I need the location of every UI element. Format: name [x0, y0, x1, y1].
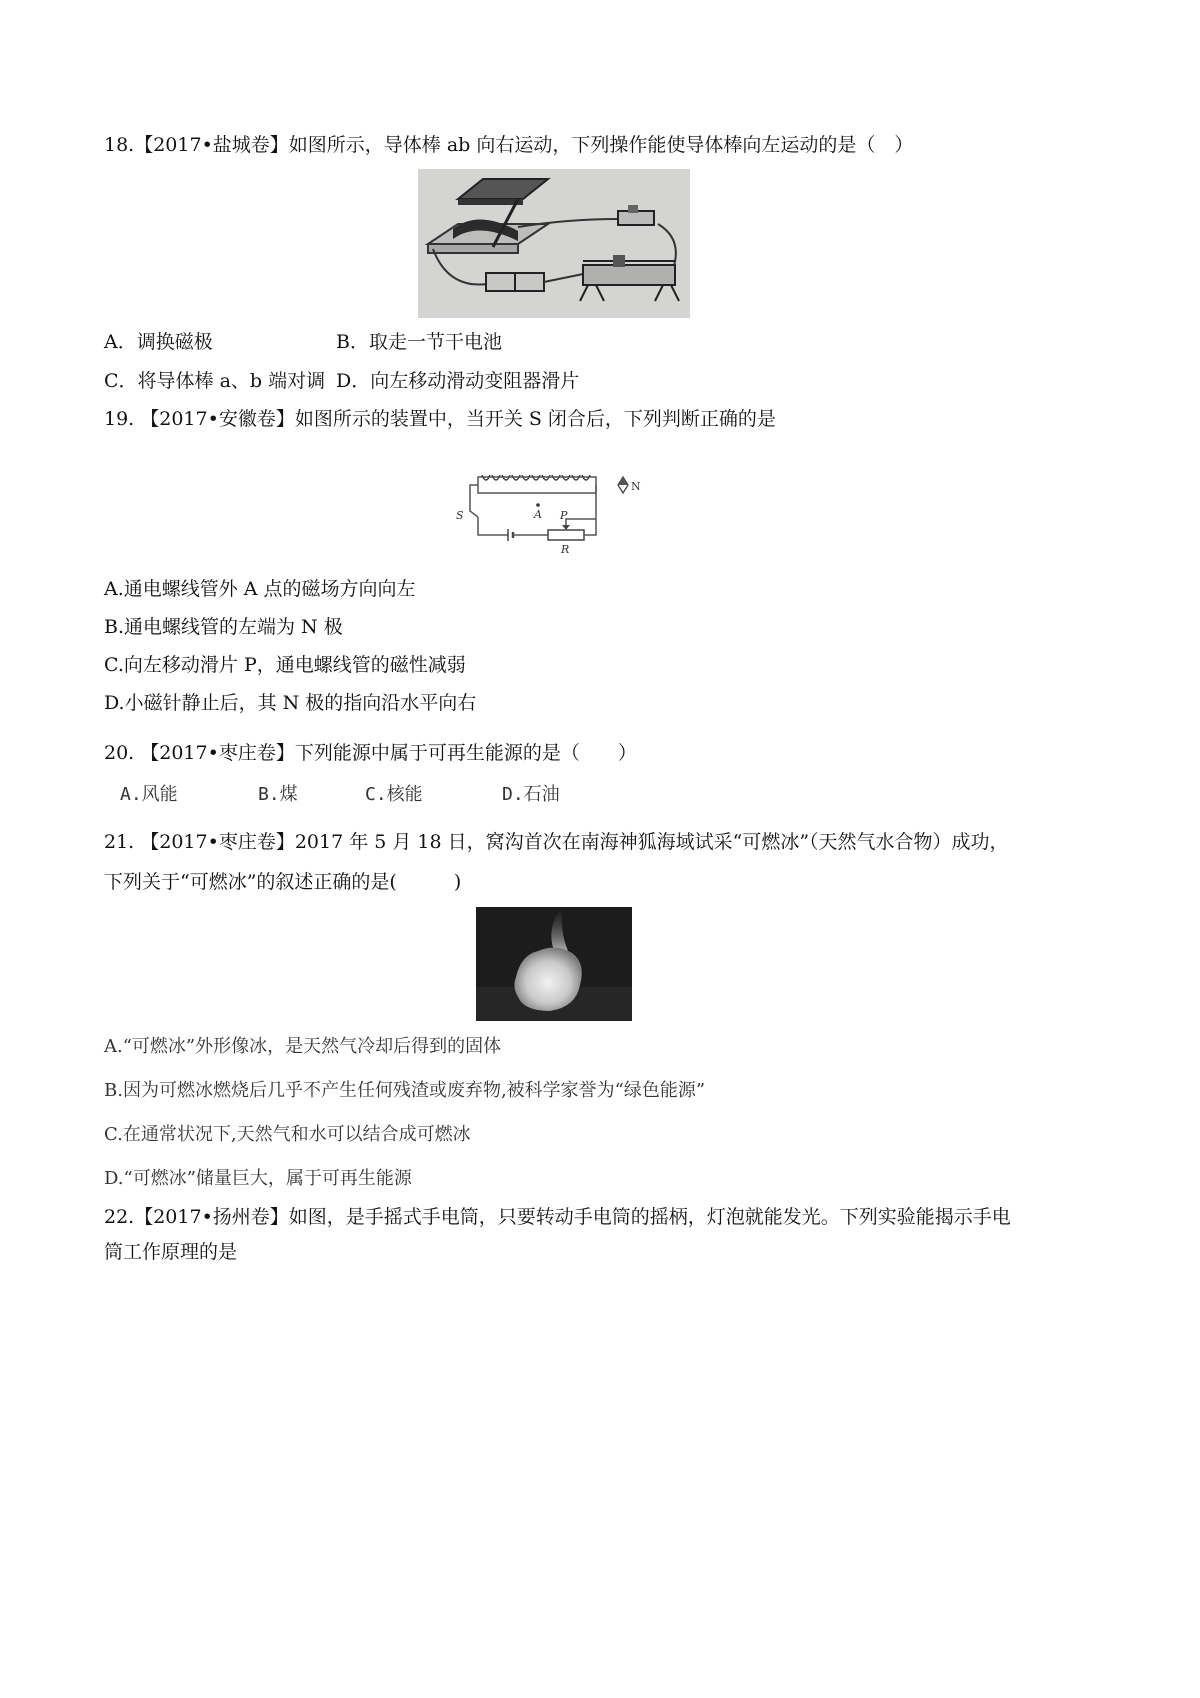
q21-stem-line1: 21. 【2017•枣庄卷】2017 年 5 月 18 日，窝沟首次在南海神狐海域试采“可燃冰”（天然气水合物）成功，	[104, 831, 1009, 853]
q18-option-b: B．取走一节干电池	[336, 331, 502, 353]
q20-option-c: C.核能	[365, 784, 423, 805]
q19-label-a: A	[534, 508, 542, 521]
q19-stem: 19. 【2017•安徽卷】如图所示的装置中，当开关 S 闭合后，下列判断正确的是	[104, 408, 776, 430]
q22-stem-line1: 22.【2017•扬州卷】如图，是手摇式手电筒，只要转动手电筒的摇柄，灯泡就能发光。下列实验能揭示手电	[104, 1206, 1011, 1228]
q18-figure-circuit	[418, 169, 690, 318]
q21-option-a: A.“可燃冰”外形像冰，是天然气冷却后得到的固体	[104, 1036, 502, 1057]
q19-option-c: C.向左移动滑片 P，通电螺线管的磁性减弱	[104, 654, 466, 676]
q21-option-b: B.因为可燃冰燃烧后几乎不产生任何残渣或废弃物,被科学家誉为“绿色能源”	[104, 1080, 706, 1101]
q21-photo-drawing	[476, 907, 632, 1021]
q18-stem: 18.【2017•盐城卷】如图所示，导体棒 ab 向右运动，下列操作能使导体棒向左运动的是（ ）	[104, 134, 914, 156]
q19-label-s: S	[456, 509, 464, 522]
q19-label-r: R	[561, 543, 570, 556]
q22-stem-line2: 筒工作原理的是	[104, 1241, 238, 1263]
q19-option-d: D.小磁针静止后，其 N 极的指向沿水平向右	[104, 692, 477, 714]
q21-figure-burning-ice-photo	[476, 907, 632, 1021]
q18-option-a: A．调换磁极	[104, 331, 213, 353]
q20-option-b: B.煤	[258, 784, 298, 805]
q19-label-n: N	[631, 480, 641, 493]
q19-solenoid-drawing	[448, 463, 653, 558]
q18-option-c: C．将导体棒 a、b 端对调	[104, 370, 326, 392]
q20-option-d: D.石油	[502, 784, 560, 805]
q18-circuit-drawing	[418, 169, 690, 318]
q20-stem: 20. 【2017•枣庄卷】下列能源中属于可再生能源的是（ ）	[104, 742, 637, 764]
q19-option-a: A.通电螺线管外 A 点的磁场方向向左	[104, 578, 416, 600]
q19-figure-solenoid	[448, 463, 653, 558]
q21-option-d: D.“可燃冰”储量巨大，属于可再生能源	[104, 1168, 412, 1189]
q19-option-b: B.通电螺线管的左端为 N 极	[104, 616, 343, 638]
q19-label-p: P	[560, 509, 568, 522]
q20-option-a: A.风能	[120, 784, 178, 805]
q21-stem-line2: 下列关于“可燃冰”的叙述正确的是( )	[104, 871, 462, 893]
q18-option-d: D．向左移动滑动变阻器滑片	[336, 370, 580, 392]
q21-option-c: C.在通常状况下,天然气和水可以结合成可燃冰	[104, 1124, 471, 1145]
